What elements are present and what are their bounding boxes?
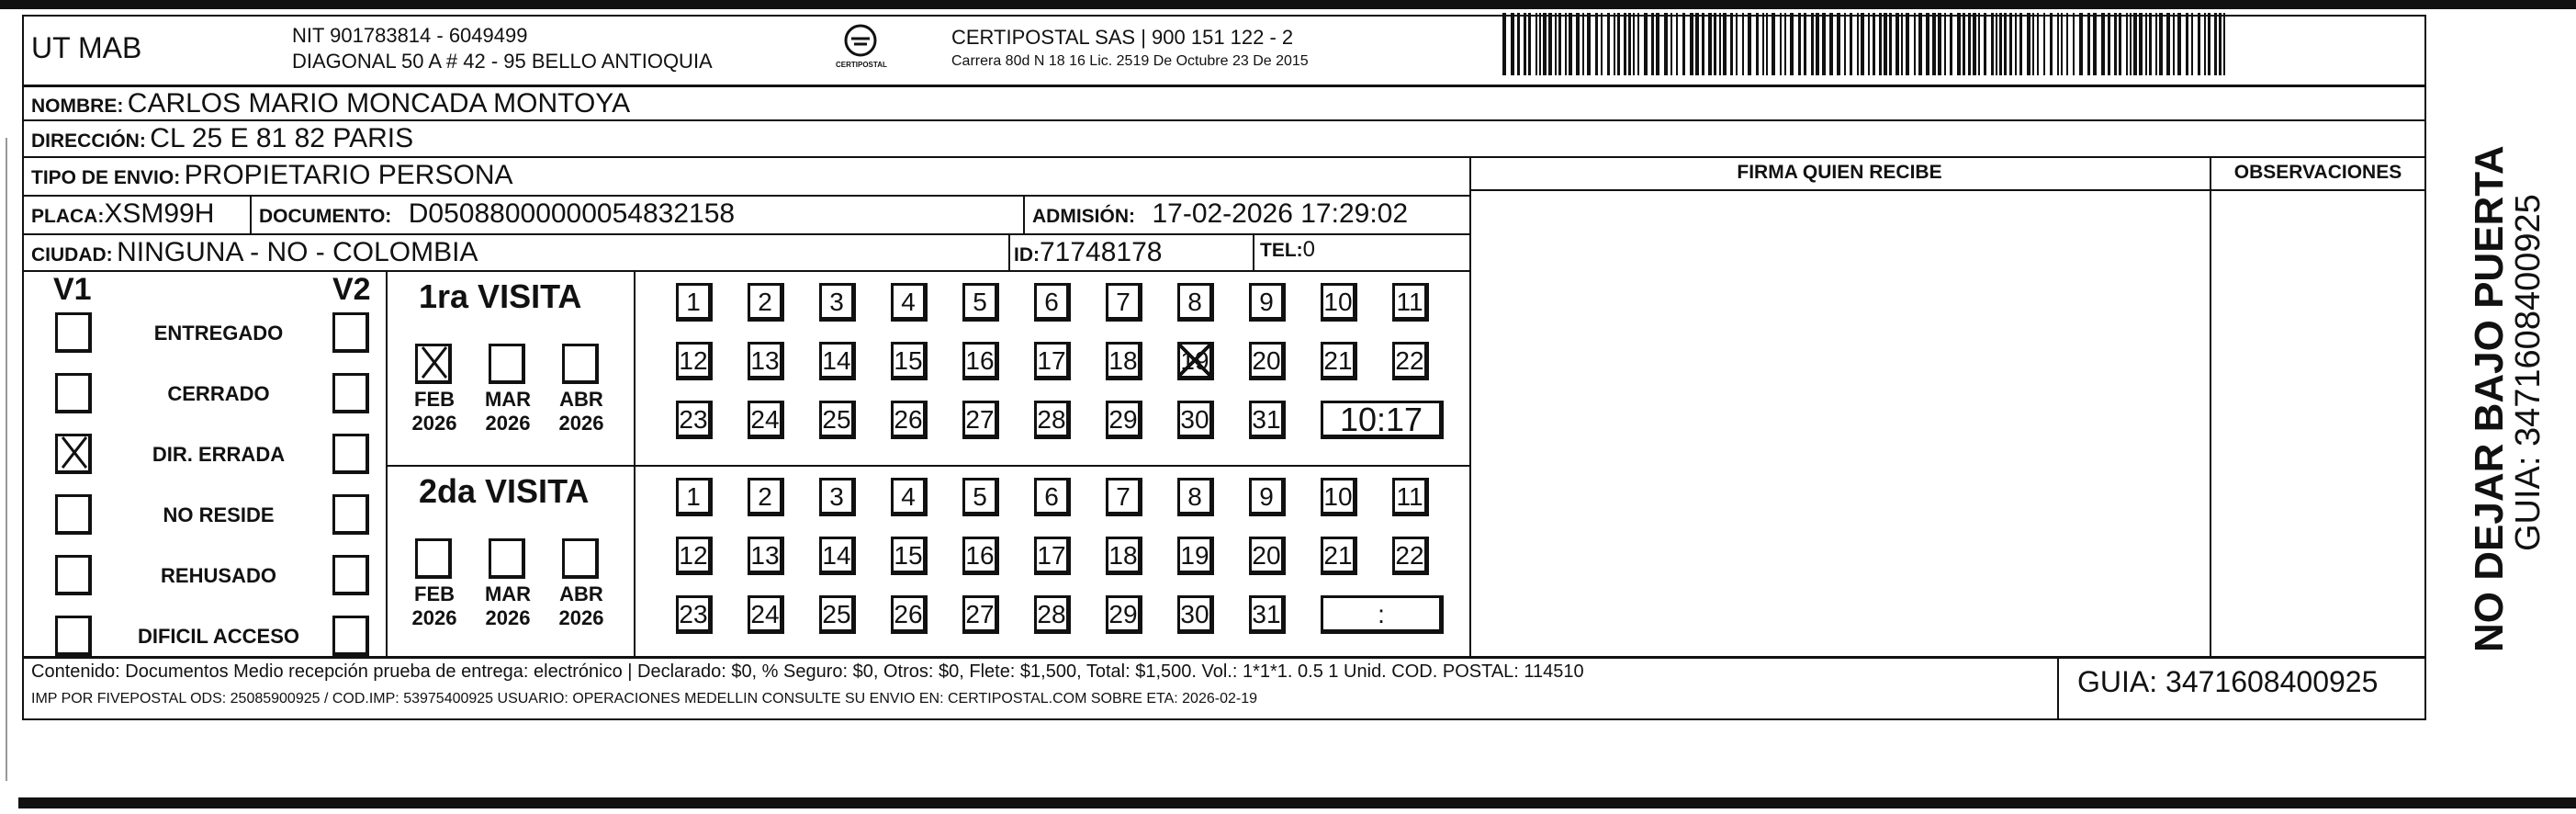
day-box[interactable]: 9: [1249, 478, 1286, 516]
barcode-bar: [1780, 13, 1782, 75]
barcode-bar: [1601, 13, 1603, 75]
barcode-bar: [1502, 13, 1506, 75]
barcode-bar: [1944, 13, 1946, 75]
v1-checkbox[interactable]: [55, 373, 92, 413]
barcode-bar: [1656, 13, 1659, 75]
documento-label: DOCUMENTO:: [259, 206, 392, 227]
barcode-bar: [1708, 13, 1712, 75]
barcode-bar: [1719, 13, 1721, 75]
status-label: ENTREGADO: [153, 322, 284, 345]
status-label: DIR. ERRADA: [152, 443, 286, 466]
barcode-bar: [1651, 13, 1654, 75]
id-value: 71748178: [1040, 237, 1163, 267]
day-box[interactable]: 12: [676, 537, 713, 575]
day-box[interactable]: 6: [1034, 283, 1071, 322]
contenido-text: Contenido: Documentos Medio recepción prueba de entrega: electrónico | Declarado: $0, % Seguro: $0, Otros: $0, Flete: $1,500, Total: $1,500. Vol.: 1*1*1. 0.5 1 Unid. COD. POSTAL: 114510: [31, 661, 1584, 682]
tel-field: [1260, 237, 1315, 263]
year-label: 2026: [485, 606, 531, 629]
barcode-bar: [1555, 13, 1557, 75]
barcode-bar: [2037, 13, 2039, 75]
barcode-bar: [1576, 13, 1580, 75]
barcode-bar: [2073, 13, 2075, 75]
status-label: NO RESIDE: [163, 503, 275, 526]
barcode-bar: [2219, 13, 2222, 75]
day-box[interactable]: 5: [962, 283, 999, 322]
barcode-bar: [1582, 13, 1584, 75]
barcode-bar: [2133, 13, 2137, 75]
tel-value: 0: [1302, 237, 1316, 262]
day-box[interactable]: 30: [1177, 595, 1214, 634]
direccion-label: DIRECCIÓN:: [31, 130, 146, 152]
barcode-bar: [2149, 13, 2152, 75]
barcode-bar: [2009, 13, 2012, 75]
month-checkbox[interactable]: [562, 538, 599, 579]
barcode-bar: [1816, 13, 1819, 75]
barcode-bar: [1766, 13, 1768, 75]
barcode-bar: [1906, 13, 1909, 75]
barcode-bar: [1676, 13, 1678, 75]
barcode-bar: [1748, 13, 1751, 75]
day-box[interactable]: 24: [748, 401, 784, 439]
barcode-bar: [1587, 13, 1591, 75]
barcode-bar: [1790, 13, 1794, 75]
barcode-bar: [2061, 13, 2063, 75]
barcode-bar: [1736, 13, 1738, 75]
logo-caption: CERTIPOSTAL: [836, 61, 887, 69]
company-name: UT MAB: [31, 31, 142, 64]
barcode-bar: [1756, 13, 1759, 75]
day-box[interactable]: 20: [1249, 342, 1286, 380]
status-label: DIFICIL ACCESO: [137, 625, 299, 648]
month-label: FEB: [414, 582, 455, 605]
day-box[interactable]: 28: [1034, 401, 1071, 439]
time-box[interactable]: 10:17: [1321, 401, 1444, 439]
month-label: MAR: [484, 388, 532, 411]
barcode-bar: [2066, 13, 2068, 75]
barcode-bar: [1695, 13, 1699, 75]
month-checkbox[interactable]: [489, 538, 525, 579]
day-box[interactable]: 28: [1034, 595, 1071, 634]
day-box[interactable]: 1: [676, 478, 713, 516]
barcode-bar: [2050, 13, 2053, 75]
day-box[interactable]: 7: [1106, 478, 1142, 516]
admision-field: [1032, 198, 1408, 230]
nombre-value: CARLOS MARIO MONCADA MONTOYA: [127, 88, 631, 119]
day-box[interactable]: 13: [748, 342, 784, 380]
day-box[interactable]: 19: [1177, 537, 1214, 575]
barcode-bar: [2119, 13, 2121, 75]
barcode-bar: [1614, 13, 1615, 75]
barcode-bar: [1723, 13, 1727, 75]
ciudad-label: CIUDAD:: [31, 244, 113, 266]
day-box[interactable]: 10: [1321, 478, 1357, 516]
barcode-bar: [1633, 13, 1635, 75]
barcode-bar: [1901, 13, 1903, 75]
day-box[interactable]: 15: [891, 342, 928, 380]
barcode-bar: [1932, 13, 1936, 75]
barcode-bar: [2186, 13, 2188, 75]
barcode-bar: [2114, 13, 2117, 75]
nombre-row: [31, 88, 630, 119]
barcode-bar: [1624, 13, 1626, 75]
status-label: CERRADO: [167, 382, 270, 405]
visit-title: 2da VISITA: [419, 472, 590, 510]
day-box[interactable]: 3: [819, 478, 856, 516]
no-dejar-warning: NO DEJAR BAJO PUERTA: [2467, 145, 2512, 652]
day-box[interactable]: 4: [891, 283, 928, 322]
barcode-bar: [1517, 13, 1520, 75]
day-box[interactable]: 29: [1106, 401, 1142, 439]
day-box[interactable]: 25: [819, 401, 856, 439]
day-box[interactable]: 11: [1392, 478, 1429, 516]
v2-checkbox[interactable]: [332, 555, 369, 595]
barcode-bar: [1999, 13, 2002, 75]
day-box[interactable]: 14: [819, 537, 856, 575]
day-box[interactable]: 18: [1106, 342, 1142, 380]
day-box[interactable]: 22: [1392, 537, 1429, 575]
day-box[interactable]: 26: [891, 401, 928, 439]
day-box[interactable]: 20: [1249, 537, 1286, 575]
company-address: DIAGONAL 50 A # 42 - 95 BELLO ANTIOQUIA: [292, 50, 713, 73]
barcode-bar: [2057, 13, 2059, 75]
day-box[interactable]: 12: [676, 342, 713, 380]
barcode-bar: [1804, 13, 1806, 75]
admision-label: ADMISIÓN:: [1032, 206, 1135, 227]
admision-value: 17-02-2026 17:29:02: [1152, 198, 1409, 229]
direccion-row: [31, 123, 413, 154]
v2-checkbox[interactable]: [332, 373, 369, 413]
v1-checkbox[interactable]: [55, 555, 92, 595]
year-label: 2026: [485, 412, 531, 435]
v2-header: V2: [332, 272, 371, 307]
barcode-bar: [1742, 13, 1744, 75]
status-label: REHUSADO: [161, 564, 276, 587]
barcode-bar: [1664, 13, 1668, 75]
placa-label: PLACA:: [31, 206, 105, 227]
day-box[interactable]: 2: [748, 283, 784, 322]
placa-row: [31, 198, 214, 230]
barcode-bar: [2208, 13, 2210, 75]
barcode-bar: [1628, 13, 1631, 75]
day-box[interactable]: 7: [1106, 283, 1142, 322]
day-box[interactable]: 6: [1034, 478, 1071, 516]
barcode-bar: [2145, 13, 2147, 75]
barcode-bar: [1511, 13, 1514, 75]
barcode-bar: [1617, 13, 1620, 75]
day-box[interactable]: 18: [1106, 537, 1142, 575]
barcode-bar: [1714, 13, 1716, 75]
day-box[interactable]: 21: [1321, 537, 1357, 575]
tel-label: TEL:: [1260, 240, 1303, 261]
placa-value: XSM99H: [104, 198, 215, 229]
day-box[interactable]: 9: [1249, 283, 1286, 322]
barcode-bar: [1670, 13, 1672, 75]
v1-checkbox[interactable]: [55, 312, 92, 353]
barcode-bar: [1595, 13, 1598, 75]
barcode-bar: [1857, 13, 1859, 75]
barcode-bar: [1879, 13, 1882, 75]
barcode-bar: [1984, 13, 1986, 75]
barcode-bar: [2166, 13, 2170, 75]
day-box[interactable]: 2: [748, 478, 784, 516]
barcode-bar: [1772, 13, 1775, 75]
day-box[interactable]: 27: [962, 401, 999, 439]
v2-checkbox[interactable]: [332, 434, 369, 474]
barcode-bar: [1829, 13, 1833, 75]
barcode-bar: [1978, 13, 1980, 75]
year-label: 2026: [411, 412, 457, 435]
company-nit: NIT 901783814 - 6049499: [292, 24, 528, 47]
barcode-bar: [1524, 13, 1526, 75]
barcode-bar: [1861, 13, 1864, 75]
barcode-bar: [2004, 13, 2007, 75]
barcode-bar: [1884, 13, 1887, 75]
year-label: 2026: [558, 606, 604, 629]
barcode-bar: [1565, 13, 1567, 75]
barcode-bar: [2223, 13, 2225, 75]
barcode-bar: [1607, 13, 1610, 75]
barcode-bar: [2093, 13, 2097, 75]
barcode-bar: [2019, 13, 2022, 75]
tipo-value: PROPIETARIO PERSONA: [184, 160, 513, 190]
barcode-bar: [1535, 13, 1537, 75]
day-box[interactable]: 15: [891, 537, 928, 575]
bottom-border-strip: [18, 797, 2576, 808]
day-box[interactable]: 8: [1177, 283, 1214, 322]
barcode-bar: [1798, 13, 1801, 75]
barcode-bar: [1868, 13, 1870, 75]
barcode-bar: [1811, 13, 1814, 75]
barcode-bar: [1637, 13, 1639, 75]
barcode-bar: [1837, 13, 1840, 75]
day-box[interactable]: 16: [962, 537, 999, 575]
day-box[interactable]: 31: [1249, 595, 1286, 634]
barcode-bar: [1973, 13, 1976, 75]
id-field: [1014, 237, 1162, 268]
imp-text: IMP POR FIVEPOSTAL ODS: 25085900925 / COD.IMP: 53975400925 USUARIO: OPERACIONES MEDELLIN CONSULTE SU ENVIO EN: CERTIPOSTAL.COM SOBRE ETA: 2026-02-19: [31, 691, 1257, 707]
barcode-bar: [1918, 13, 1922, 75]
day-box[interactable]: 17: [1034, 342, 1071, 380]
barcode-bar: [2204, 13, 2206, 75]
barcode-bar: [2043, 13, 2045, 75]
documento-value: D05088000000054832158: [408, 198, 736, 229]
documento-field: [259, 198, 735, 230]
barcode-bar: [2198, 13, 2200, 75]
barcode-bar: [1991, 13, 1994, 75]
v1-checkbox[interactable]: [55, 494, 92, 535]
ciudad-row: [31, 237, 478, 268]
barcode-bar: [1528, 13, 1531, 75]
barcode-bar: [1968, 13, 1971, 75]
barcode-bar: [1850, 13, 1852, 75]
barcode-bar: [1558, 13, 1561, 75]
day-box[interactable]: 27: [962, 595, 999, 634]
barcode-bar: [1543, 13, 1547, 75]
day-box[interactable]: 16: [962, 342, 999, 380]
barcode-bar: [2214, 13, 2217, 75]
id-label: ID:: [1014, 244, 1040, 266]
month-label: ABR: [559, 388, 603, 411]
barcode-bar: [1963, 13, 1965, 75]
barcode-bar: [2191, 13, 2193, 75]
visit-title: 1ra VISITA: [419, 277, 582, 315]
month-label: MAR: [484, 582, 532, 605]
v2-checkbox[interactable]: [332, 616, 369, 656]
day-box[interactable]: 21: [1321, 342, 1357, 380]
firma-header: FIRMA QUIEN RECIBE: [1737, 162, 1942, 183]
v1-checkbox[interactable]: [55, 616, 92, 656]
day-box[interactable]: 23: [676, 401, 713, 439]
day-box[interactable]: 19: [1177, 342, 1214, 380]
month-label: FEB: [414, 388, 455, 411]
day-box[interactable]: 26: [891, 595, 928, 634]
day-box[interactable]: 31: [1249, 401, 1286, 439]
barcode-bar: [2032, 13, 2034, 75]
v1-checkbox[interactable]: [55, 434, 92, 474]
barcode-bar: [2087, 13, 2090, 75]
barcode-bar: [1996, 13, 1997, 75]
barcode-bar: [1644, 13, 1648, 75]
courier-license: Carrera 80d N 18 16 Lic. 2519 De Octubre 23 De 2015: [951, 53, 1309, 69]
barcode-bar: [1762, 13, 1764, 75]
day-box[interactable]: 29: [1106, 595, 1142, 634]
barcode-bar: [2177, 13, 2181, 75]
barcode-bar: [1950, 13, 1952, 75]
day-box[interactable]: 24: [748, 595, 784, 634]
barcode-bar: [1844, 13, 1846, 75]
year-label: 2026: [411, 606, 457, 629]
barcode-bar: [1730, 13, 1733, 75]
firma-signature-area[interactable]: [1473, 193, 2206, 652]
barcode-bar: [1539, 13, 1541, 75]
day-box[interactable]: 4: [891, 478, 928, 516]
barcode-bar: [1914, 13, 1916, 75]
barcode-bar: [1889, 13, 1892, 75]
barcode: [1502, 0, 2237, 79]
v2-checkbox[interactable]: [332, 494, 369, 535]
year-label: 2026: [558, 412, 604, 435]
barcode-bar: [1873, 13, 1875, 75]
guia-footer: GUIA: 3471608400925: [2077, 665, 2379, 698]
ciudad-value: NINGUNA - NO - COLOMBIA: [117, 237, 478, 267]
courier-name: CERTIPOSTAL SAS | 900 151 122 - 2: [951, 26, 1294, 49]
day-box[interactable]: 8: [1177, 478, 1214, 516]
v2-checkbox[interactable]: [332, 312, 369, 353]
barcode-bar: [2015, 13, 2017, 75]
barcode-bar: [1784, 13, 1786, 75]
month-checkbox[interactable]: [489, 344, 525, 384]
day-box[interactable]: 23: [676, 595, 713, 634]
barcode-bar: [1822, 13, 1826, 75]
tipo-row: [31, 160, 513, 191]
day-box[interactable]: 25: [819, 595, 856, 634]
barcode-bar: [2155, 13, 2157, 75]
barcode-bar: [1682, 13, 1685, 75]
barcode-bar: [1938, 13, 1941, 75]
barcode-bar: [2130, 13, 2132, 75]
nombre-label: NOMBRE:: [31, 96, 124, 117]
day-box[interactable]: 22: [1392, 342, 1429, 380]
direccion-value: CL 25 E 81 82 PARIS: [150, 123, 414, 153]
left-edge-line: [6, 138, 7, 781]
month-checkbox[interactable]: [415, 538, 452, 579]
day-box[interactable]: 1: [676, 283, 713, 322]
barcode-bar: [1690, 13, 1693, 75]
barcode-bar: [1569, 13, 1572, 75]
barcode-bar: [2108, 13, 2110, 75]
day-box[interactable]: 30: [1177, 401, 1214, 439]
day-box[interactable]: 10: [1321, 283, 1357, 322]
barcode-bar: [2139, 13, 2143, 75]
month-label: ABR: [559, 582, 603, 605]
barcode-bar: [1702, 13, 1704, 75]
barcode-bar: [2159, 13, 2163, 75]
day-box[interactable]: 5: [962, 478, 999, 516]
barcode-bar: [1926, 13, 1929, 75]
day-box[interactable]: 17: [1034, 537, 1071, 575]
barcode-bar: [2101, 13, 2105, 75]
barcode-bar: [1548, 13, 1552, 75]
month-checkbox[interactable]: [415, 344, 452, 384]
barcode-bar: [2079, 13, 2083, 75]
barcode-bar: [2173, 13, 2175, 75]
tipo-label: TIPO DE ENVIO:: [31, 167, 181, 188]
observaciones-header: OBSERVACIONES: [2233, 162, 2402, 183]
month-checkbox[interactable]: [562, 344, 599, 384]
barcode-bar: [1957, 13, 1961, 75]
day-box[interactable]: 13: [748, 537, 784, 575]
observaciones-area[interactable]: [2213, 193, 2423, 652]
barcode-bar: [1895, 13, 1899, 75]
time-box[interactable]: :: [1321, 595, 1444, 634]
barcode-bar: [2126, 13, 2128, 75]
day-box[interactable]: 3: [819, 283, 856, 322]
certipostal-logo: [836, 22, 885, 75]
v1-header: V1: [53, 272, 92, 307]
day-box[interactable]: 14: [819, 342, 856, 380]
guia-vertical: GUIA: 3471608400925: [2509, 194, 2548, 551]
day-box[interactable]: 11: [1392, 283, 1429, 322]
barcode-bar: [2027, 13, 2030, 75]
